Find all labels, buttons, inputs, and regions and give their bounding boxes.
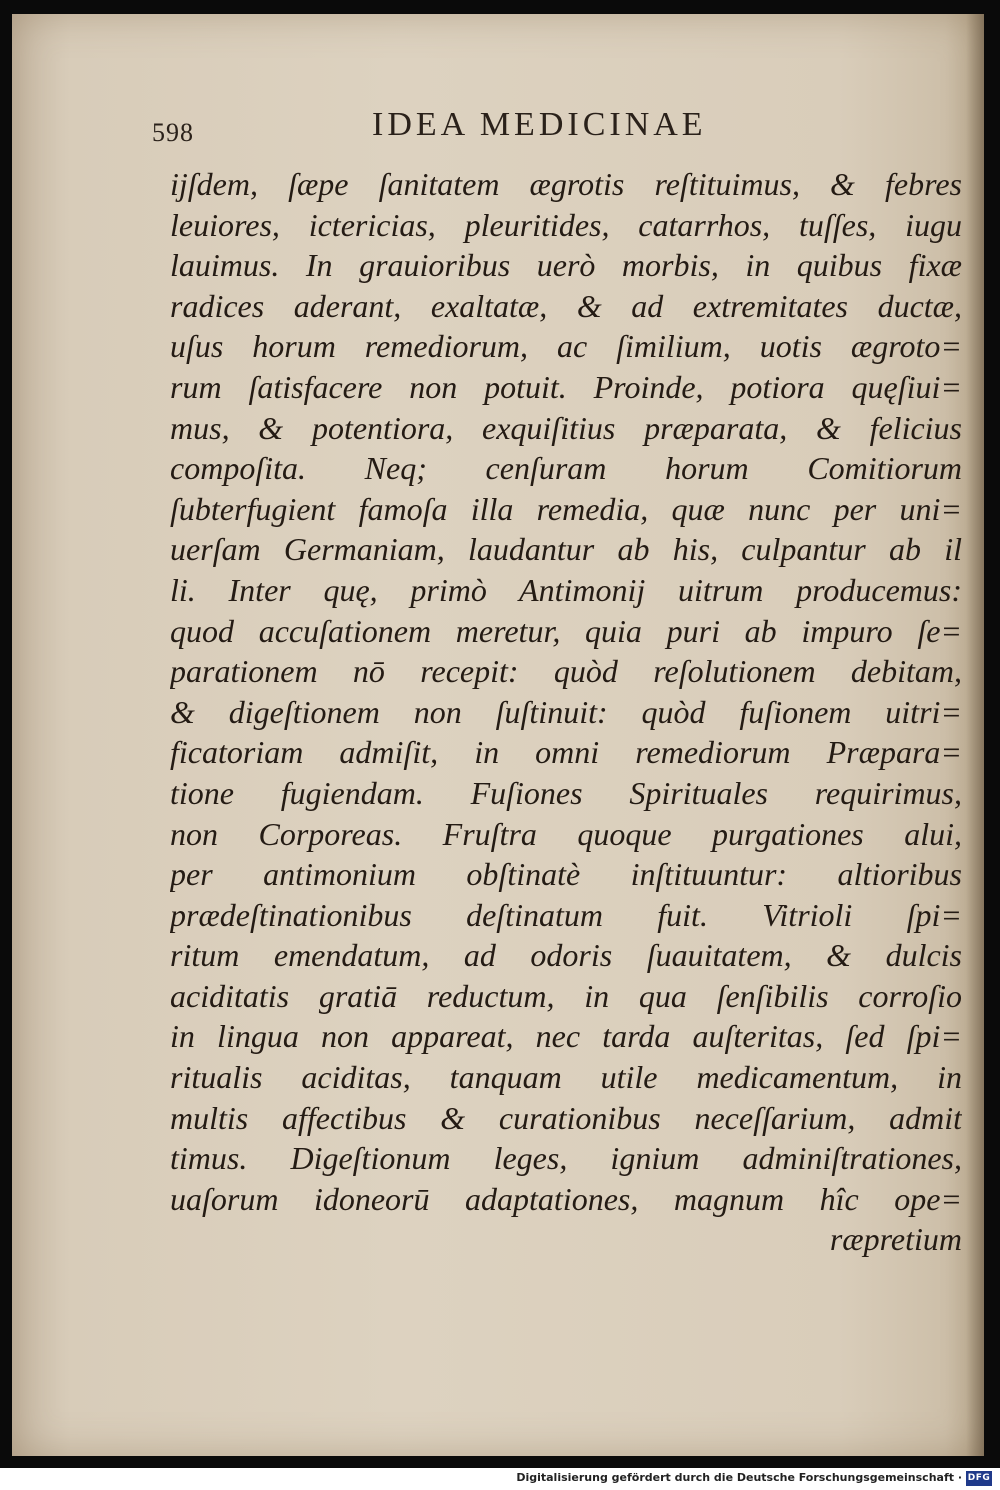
text-line: in lingua non appareat, nec tarda auſteritas, ſed ſpi= — [170, 1018, 962, 1055]
text-line: compoſita. Neq; cenſuram horum Comitiorum — [170, 450, 962, 487]
body-text — [170, 164, 962, 1260]
text-line: per antimonium obſtinatè inſtituuntur: altioribus — [170, 856, 962, 893]
text-line: li. Inter quę, primò Antimonij uitrum producemus: — [170, 571, 962, 608]
dfg-logo: DFG — [966, 1471, 992, 1486]
text-line: tione fugiendam. Fuſiones Spirituales requirimus, — [170, 774, 962, 811]
text-line: non Corporeas. Fruſtra quoque purgationes alui, — [170, 815, 962, 852]
funding-credit: Digitalisierung gefördert durch die Deutsche Forschungsgemeinschaft · — [516, 1471, 962, 1484]
catchword-line: ræpretium — [829, 1221, 962, 1258]
text-line: uerſam Germaniam, laudantur ab his, culpantur ab il — [170, 531, 962, 568]
text-line: ijſdem, ſæpe ſanitatem ægrotis reſtituimus, & febres — [170, 166, 962, 202]
text-line: lauimus. In grauioribus uerò morbis, in quibus fixæ — [170, 247, 962, 284]
text-line: leuiores, ictericias, pleuritides, catarrhos, tuſſes, iugu — [170, 206, 962, 243]
text-line: ficatoriam admiſit, in omni remediorum Præpara= — [170, 734, 962, 771]
page-number: 598 — [152, 118, 194, 147]
text-line: aciditatis gratiā reductum, in qua ſenſibilis corroſio — [170, 977, 962, 1014]
text-line: quod accuſationem meretur, quia puri ab impuro ſe= — [170, 612, 962, 649]
text-line: mus, & potentiora, exquiſitius præparata, & felicius — [170, 409, 962, 446]
text-line: ſubterfugient famoſa illa remedia, quæ nunc per uni= — [170, 490, 962, 527]
text-line: timus. Digeſtionum leges, ignium adminiſtrationes, — [170, 1140, 962, 1177]
text-line: multis affectibus & curationibus neceſſarium, admit — [170, 1099, 962, 1136]
text-line: uſus horum remediorum, ac ſimilium, uotis ægroto= — [170, 328, 962, 365]
text-line: rum ſatisfacere non potuit. Proinde, potiora quęſiui= — [170, 368, 962, 405]
text-line: radices aderant, exaltatæ, & ad extremitates ductæ, — [170, 287, 962, 324]
book-page — [12, 14, 984, 1456]
text-line: ritum emendatum, ad odoris ſuauitatem, & dulcis — [170, 937, 962, 974]
page-edge-shadow — [966, 14, 984, 1456]
text-line: parationem nō recepit: quòd reſolutionem debitam, — [170, 653, 962, 690]
text-line: ritualis aciditas, tanquam utile medicamentum, in — [170, 1059, 962, 1096]
running-title: IDEA MEDICINAE — [372, 106, 707, 143]
text-line: prædeſtinationibus deſtinatum fuit. Vitrioli ſpi= — [170, 896, 962, 933]
text-line: & digeſtionem non ſuſtinuit: quòd fuſionem uitri= — [170, 693, 962, 730]
page-header — [12, 106, 984, 156]
footer-bar — [0, 1468, 1000, 1490]
text-line: uaſorum idoneorū adaptationes, magnum hîc ope= — [170, 1180, 962, 1217]
